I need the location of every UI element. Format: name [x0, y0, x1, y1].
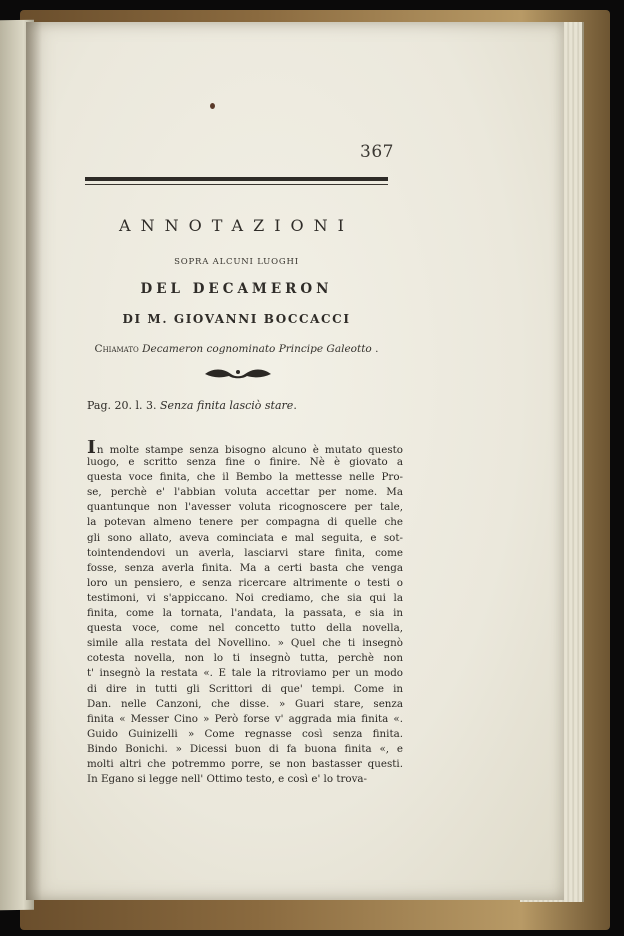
ink-spot [210, 103, 215, 109]
title-author: DI M. GIOVANNI BOCCACCI [122, 312, 351, 326]
text-line: molti altri che potremmo porre, se non bastasser questi. [87, 757, 403, 770]
text-line: testimoni, vi s'appiccano. Noi crediamo, che sia qui la [87, 591, 403, 604]
pag-ref-suffix: . [293, 399, 297, 412]
text-line: tointendendovi un averla, lasciarvi stare finita, come [87, 546, 403, 559]
page-subtitle: SOPRA ALCUNI LUOGHI [174, 257, 299, 267]
text-line: di dire in tutti gli Scrittori di que' tempi. Come in [87, 682, 403, 695]
line-text: n molte stampe senza bisogno alcuno è mutato questo [96, 444, 403, 456]
pag-ref-prefix: Pag. 20. l. 3. [87, 399, 157, 412]
text-line: luogo, e scritto senza fine o finire. Nè è giovato a [87, 456, 403, 469]
header-rule-thick [85, 177, 388, 181]
text-line: finita, come la tornata, l'andata, la passata, e sia in [87, 607, 403, 620]
page-title: ANNOTAZIONI [119, 216, 354, 235]
pag-ref-italic: Senza finita lasciò stare [160, 399, 294, 412]
text-line: In Egano si legge nell' Ottimo testo, e così e' lo trova- [87, 773, 368, 786]
text-line: Dan. nelle Canzoni, che disse. » Guari stare, senza [87, 697, 403, 710]
called-italic: Decameron cognominato Principe Galeotto [142, 343, 372, 355]
called-prefix: Chiamato [94, 343, 139, 355]
text-line: loro un pensiero, e senza ricercare altrimente o testi o [87, 576, 403, 589]
text-line: Guido Guinizelli » Come regnasse così senza finita. [87, 727, 403, 740]
drop-cap: I [87, 440, 96, 456]
text-line [87, 440, 403, 455]
text-line: cotesta novella, non lo ti insegnò tutta, perchè non [87, 652, 403, 665]
text-line: quantunque non l'avesser voluta ricognoscere per tale, [87, 501, 403, 514]
body-text [87, 440, 403, 787]
called-suffix: . [375, 343, 379, 355]
text-line: questa voce, come nel concetto tutto della novella, [87, 622, 403, 635]
ornament-icon [203, 366, 273, 382]
text-line: finita « Messer Cino » Però forse v' aggrada mia finita «. [87, 712, 403, 725]
text-line: fosse, senza averla finita. Ma a certi basta che venga [87, 561, 403, 574]
text-line: simile alla restata del Novellino. » Quel che ti insegnò [87, 637, 403, 650]
header-rule-thin [85, 184, 388, 185]
page-gutter-shadow [26, 22, 42, 900]
text-line: gli sono allato, aveva cominciata e mal seguita, e sot- [87, 531, 403, 544]
page-reference [87, 399, 397, 412]
text-line: se, perchè e' l'abbian voluta accettar per nome. Ma [87, 486, 403, 499]
called-line [85, 343, 388, 355]
title-decameron: DEL DECAMERON [140, 281, 333, 297]
page-number: 367 [360, 142, 394, 162]
text-line: la potevan almeno tenere per compagna di quelle che [87, 516, 403, 529]
text-line: t' insegnò la restata «. E tale la ritroviamo per un modo [87, 667, 403, 680]
text-line: Bindo Bonichi. » Dicessi buon di fa buona finita «, e [87, 742, 403, 755]
text-line: questa voce finita, che il Bembo la mettesse nelle Pro- [87, 471, 403, 484]
